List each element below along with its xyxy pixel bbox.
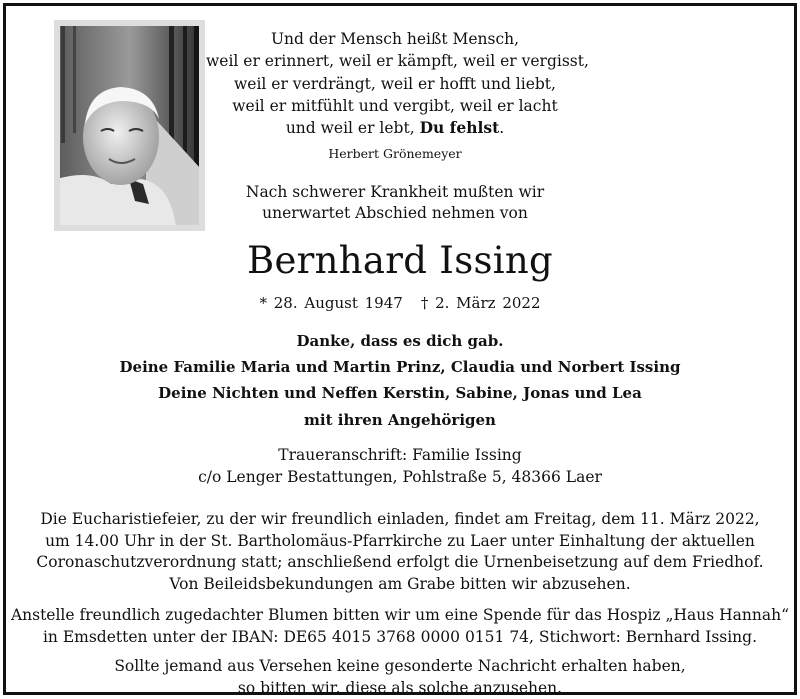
thanks-line: Danke, dass es dich gab. [6, 328, 794, 354]
portrait-photo-icon [51, 19, 208, 232]
poem-last-line-prefix: und weil er lebt, [286, 119, 420, 137]
poem-last-line-suffix: . [499, 119, 504, 137]
ceremony-text [6, 509, 794, 595]
birth-date: * 28. August 1947 [260, 294, 403, 312]
poem-line: weil er verdrängt, weil er hofft und liebt, [206, 73, 584, 95]
closing-text [6, 656, 794, 699]
thanks-line: Deine Familie Maria und Martin Prinz, Claudia und Norbert Issing [6, 354, 794, 380]
mourning-address [6, 444, 794, 488]
obituary-notice [3, 3, 797, 695]
poem-line: weil er erinnert, weil er kämpft, weil er vergisst, [206, 50, 584, 72]
intro-line: Nach schwerer Krankheit mußten wir [206, 182, 584, 203]
death-date: † 2. März 2022 [421, 294, 541, 312]
intro-line: unerwartet Abschied nehmen von [206, 203, 584, 224]
poem-emphasis: Du fehlst [420, 118, 500, 137]
portrait-photo [51, 19, 208, 232]
intro-text [206, 182, 584, 224]
family-thanks [6, 328, 794, 433]
ceremony-line: Von Beileidsbekundungen am Grabe bitten wir abzusehen. [6, 574, 794, 596]
ceremony-line: um 14.00 Uhr in der St. Bartholomäus-Pfarrkirche zu Laer unter Einhaltung der aktuellen [6, 531, 794, 553]
thanks-line: Deine Nichten und Neffen Kerstin, Sabine, Jonas und Lea [6, 380, 794, 406]
thanks-line: mit ihren Angehörigen [6, 407, 794, 433]
life-dates [6, 294, 794, 312]
closing-line: so bitten wir, diese als solche anzusehen. [6, 678, 794, 699]
ceremony-line: Die Eucharistiefeier, zu der wir freundlich einladen, findet am Freitag, dem 11. März 2022, [6, 509, 794, 531]
ceremony-line: Coronaschutzverordnung statt; anschließend erfolgt die Urnenbeisetzung auf dem Friedhof. [6, 552, 794, 574]
address-line: Traueranschrift: Familie Issing [6, 444, 794, 466]
poem-line: weil er mitfühlt und vergibt, weil er lacht [206, 95, 584, 117]
donation-line: Anstelle freundlich zugedachter Blumen bitten wir um eine Spende für das Hospiz „Haus Hannah“ [6, 605, 794, 627]
poem-last-line [206, 117, 584, 139]
deceased-name: Bernhard Issing [6, 239, 794, 282]
poem-author: Herbert Grönemeyer [206, 146, 584, 161]
address-line: c/o Lenger Bestattungen, Pohlstraße 5, 48366 Laer [6, 466, 794, 488]
closing-line: Sollte jemand aus Versehen keine gesonderte Nachricht erhalten haben, [6, 656, 794, 678]
donation-line: in Emsdetten unter der IBAN: DE65 4015 3768 0000 0151 74, Stichwort: Bernhard Issing. [6, 627, 794, 649]
donation-text [6, 605, 794, 648]
poem [206, 28, 584, 139]
poem-line: Und der Mensch heißt Mensch, [206, 28, 584, 50]
